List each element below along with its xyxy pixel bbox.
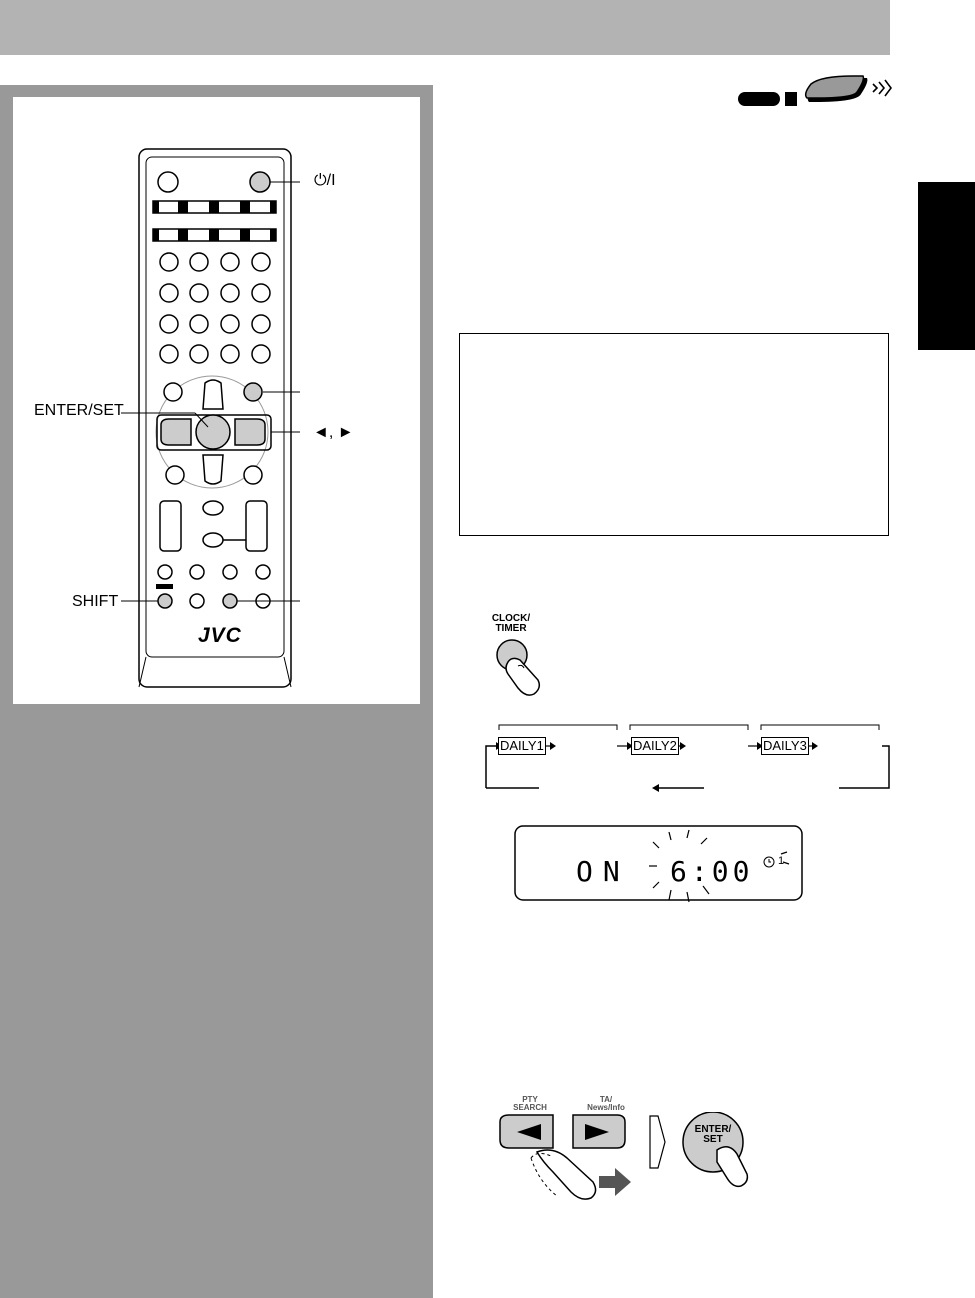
lcd-time-text: 6:00 [670, 855, 754, 888]
daily-sequence-frame [484, 722, 894, 794]
cursor-label: ◄, ► [313, 424, 354, 441]
enter-set-label: ENTER/SET [34, 402, 124, 419]
daily-2: DAILY2 [633, 738, 677, 753]
pty-search-label: PTY SEARCH [513, 1095, 547, 1112]
lcd-on-text: ON [576, 855, 630, 888]
clock-timer-button-icon[interactable] [478, 636, 558, 706]
side-tab [918, 182, 975, 350]
ta-news-label: TA/ News/Info [587, 1095, 625, 1112]
clock-timer-label: CLOCK/ TIMER [491, 613, 531, 634]
lcd-display [513, 822, 805, 912]
settings-box [459, 333, 889, 536]
power-label: ⏻/I [314, 172, 336, 189]
daily-1: DAILY1 [500, 738, 544, 753]
enter-set-key-label[interactable]: ENTER/ SET [694, 1124, 732, 1145]
lcd-timer-number: 1 [778, 855, 785, 867]
remote-control [13, 97, 420, 704]
remote-badge-icon [735, 72, 895, 112]
brand-logo: JVC [198, 624, 242, 647]
daily-3: DAILY3 [763, 738, 807, 753]
shift-label: SHIFT [72, 593, 119, 610]
header-band [0, 0, 890, 55]
